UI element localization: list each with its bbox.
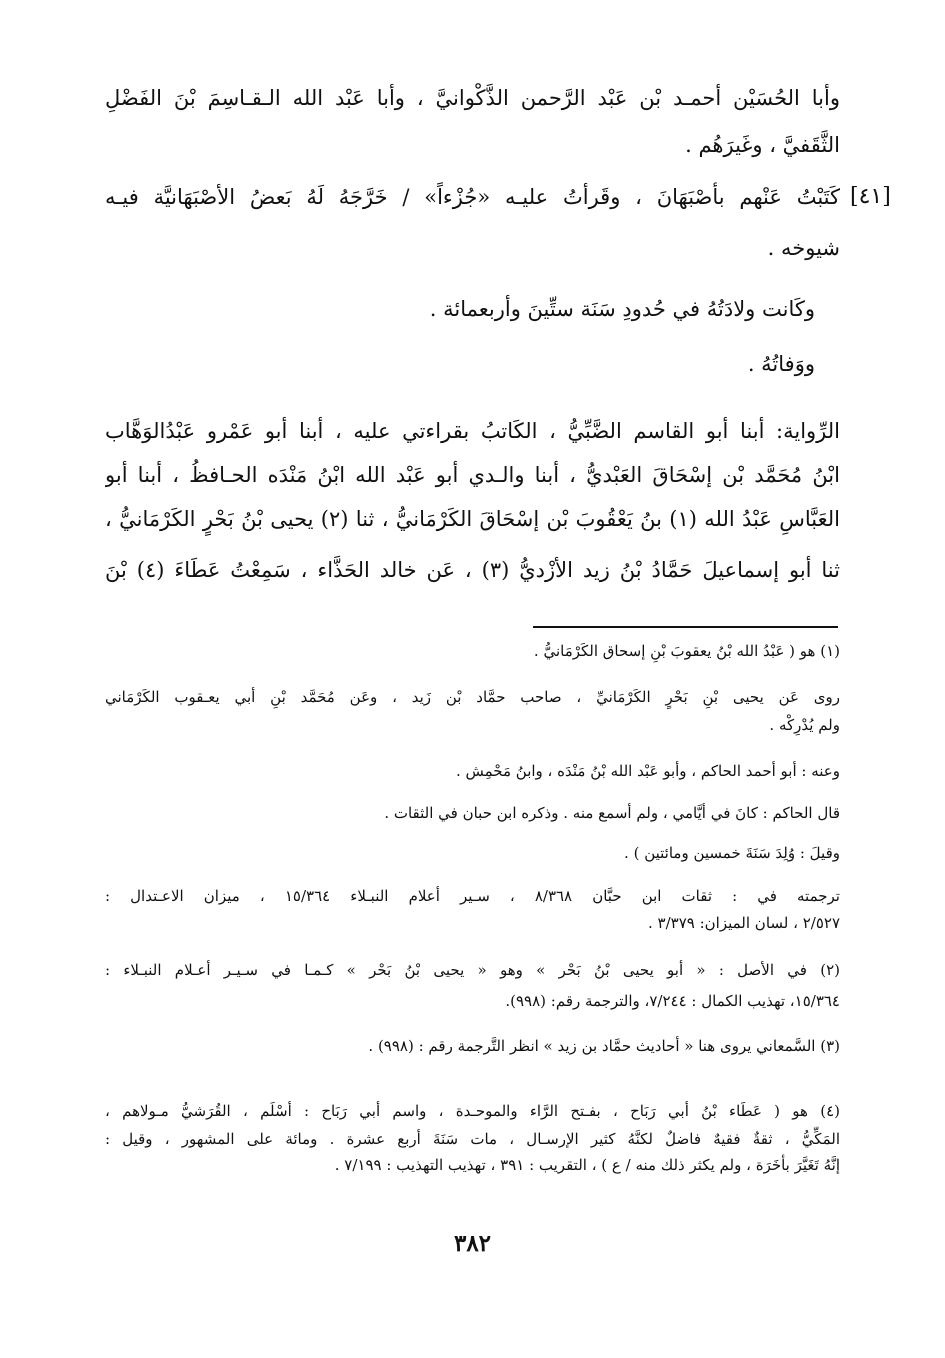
footnote-line-7: ترجمته في : ثقات ابن حبَّان ٨/٣٦٨ ، سـير أعلام النبـلاء ١٥/٣٦٤ ، ميزان الاعـتدال : — [105, 887, 840, 905]
main-text-line-6: ووَفاتُهُ . — [747, 352, 815, 376]
page-number: ٣٨٢ — [453, 1230, 492, 1257]
main-text-line-2: الثَّقَفيَّ ، وغَيرَهُم . — [685, 133, 840, 157]
footnote-line-3: ولم يُدْرِكْه . — [769, 716, 840, 734]
main-text-line-10: ثنا أبو إسماعيلَ حَمَّادُ بْنُ زيد الأزْديُّ (٣) ، عَن خالد الحَذَّاء ، سَمِعْتُ عَطَاءَ (٤) بْنَ — [105, 558, 840, 582]
footnote-line-4: وعنه : أبو أحمد الحاكم ، وأبو عَبْد الله بْنُ مَنْدَه ، وابنُ مَحْمِش . — [455, 762, 840, 780]
footnote-line-14: إنَّهُ تَغَيَّرَ بأخَرَة ، ولم يكثر ذلك منه / ع ) ، التقريب : ٣٩١ ، تهذيب التهذيب : ٧/١٩٩ . — [334, 1156, 840, 1174]
footnote-line-1: (١) هو ( عَبْدُ الله بْنُ يعقوبَ بْنِ إسحاق الكَرْمَانيُّ . — [533, 642, 840, 660]
footnote-line-2: روى عَن يحيى بْنِ بَحْرٍ الكَرْمَانيِّ ، صاحب حمَّاد بْن زَيد ، وعَن مُحَمَّد بْنِ أبي يعـقوب الكَرْمَاني — [105, 688, 840, 706]
main-text-line-3: كَتَبْتُ عَنْهم بأصْبَهَانَ ، وقَرأتُ عليـه «جُزْءاً» / خَرَّجَهُ لَهُ بَعضُ الأصْبَهَانيَّة فيـه — [105, 185, 840, 209]
footnote-line-9: (٢) في الأصل : « أبو يحيى بْنُ بَحْر » وهو « يحيى بْنُ بَحْر » كـمـا في سـيـر أعـلام النبـلاء : — [105, 961, 840, 979]
footnote-line-6: وقيلَ : وُلِدَ سَنَةَ خمسين ومائتين ) . — [624, 844, 840, 862]
main-text-line-1: وأبا الحُسَيْن أحمـد بْن عَبْد الرَّحمن الذَّكْوانيَّ ، وأبا عَبْد الله الـقـاسِمَ بْنَ الفَضْلِ — [105, 86, 840, 110]
footnote-line-13: المَكِّيُّ ، ثقةٌ فقيهٌ فاضلٌ لكنَّهُ كثير الإرسـال ، مات سَنَةَ أربع عشرة . ومائة على المشهور ، وقيل : — [105, 1130, 840, 1148]
footnote-line-8: ٢/٥٢٧ ، لسان الميزان: ٣/٣٧٩ . — [647, 914, 840, 932]
main-text-line-8: ابْنُ مُحَمَّد بْن إسْحَاقَ العَبْديُّ ، أبنا والـدي أبو عَبْد الله ابْنُ مَنْدَه الحـافظُ ، أبنا أبو — [105, 463, 840, 487]
footnote-line-12: (٤) هو ( عَطَاء بْنُ أبي رَبَاح ، بفـتح الرَّاء والموحـدة ، واسم أبي رَبَاح : أسْلَم ، القُرَشيُّ مـولاهم ، — [105, 1102, 840, 1120]
footnote-separator — [533, 626, 838, 628]
footnote-line-10: ١٥/٣٦٤، تهذيب الكمال : ٧/٢٤٤، والترجمة رقم: (٩٩٨). — [505, 992, 840, 1010]
main-text-line-9: العَبَّاسِ عَبْدُ الله (١) بنُ يَعْقُوبَ بْن إسْحَاقَ الكَرْمَانيُّ ، ثنا (٢) يحيى بْنُ بَحْرٍ الكَرْمَانيُّ ، — [105, 507, 840, 531]
entry-number: [٤١] — [850, 184, 891, 209]
main-text-line-7: الرِّواية: أبنا أبو القاسم الضَّبِّيُّ ، الكَاتبُ بقراءتي عليه ، أبنا أبو عَمْرو عَبْدُالوَهَّاب — [105, 419, 840, 443]
footnote-line-11: (٣) السَّمعاني يروى هنا « أحاديث حمَّاد بن زيد » انظر التَّرجمة رقم : (٩٩٨) . — [368, 1037, 840, 1055]
main-text-line-4: شيوخه . — [767, 236, 840, 260]
main-text-line-5: وكَانت ولادَتُهُ في حُدودِ سَنَة ستِّينَ وأربعمائة . — [429, 297, 815, 321]
footnote-line-5: قال الحاكم : كانَ في أيَّامي ، ولم أسمع منه . وذكره ابن حبان في الثقات . — [384, 804, 840, 822]
